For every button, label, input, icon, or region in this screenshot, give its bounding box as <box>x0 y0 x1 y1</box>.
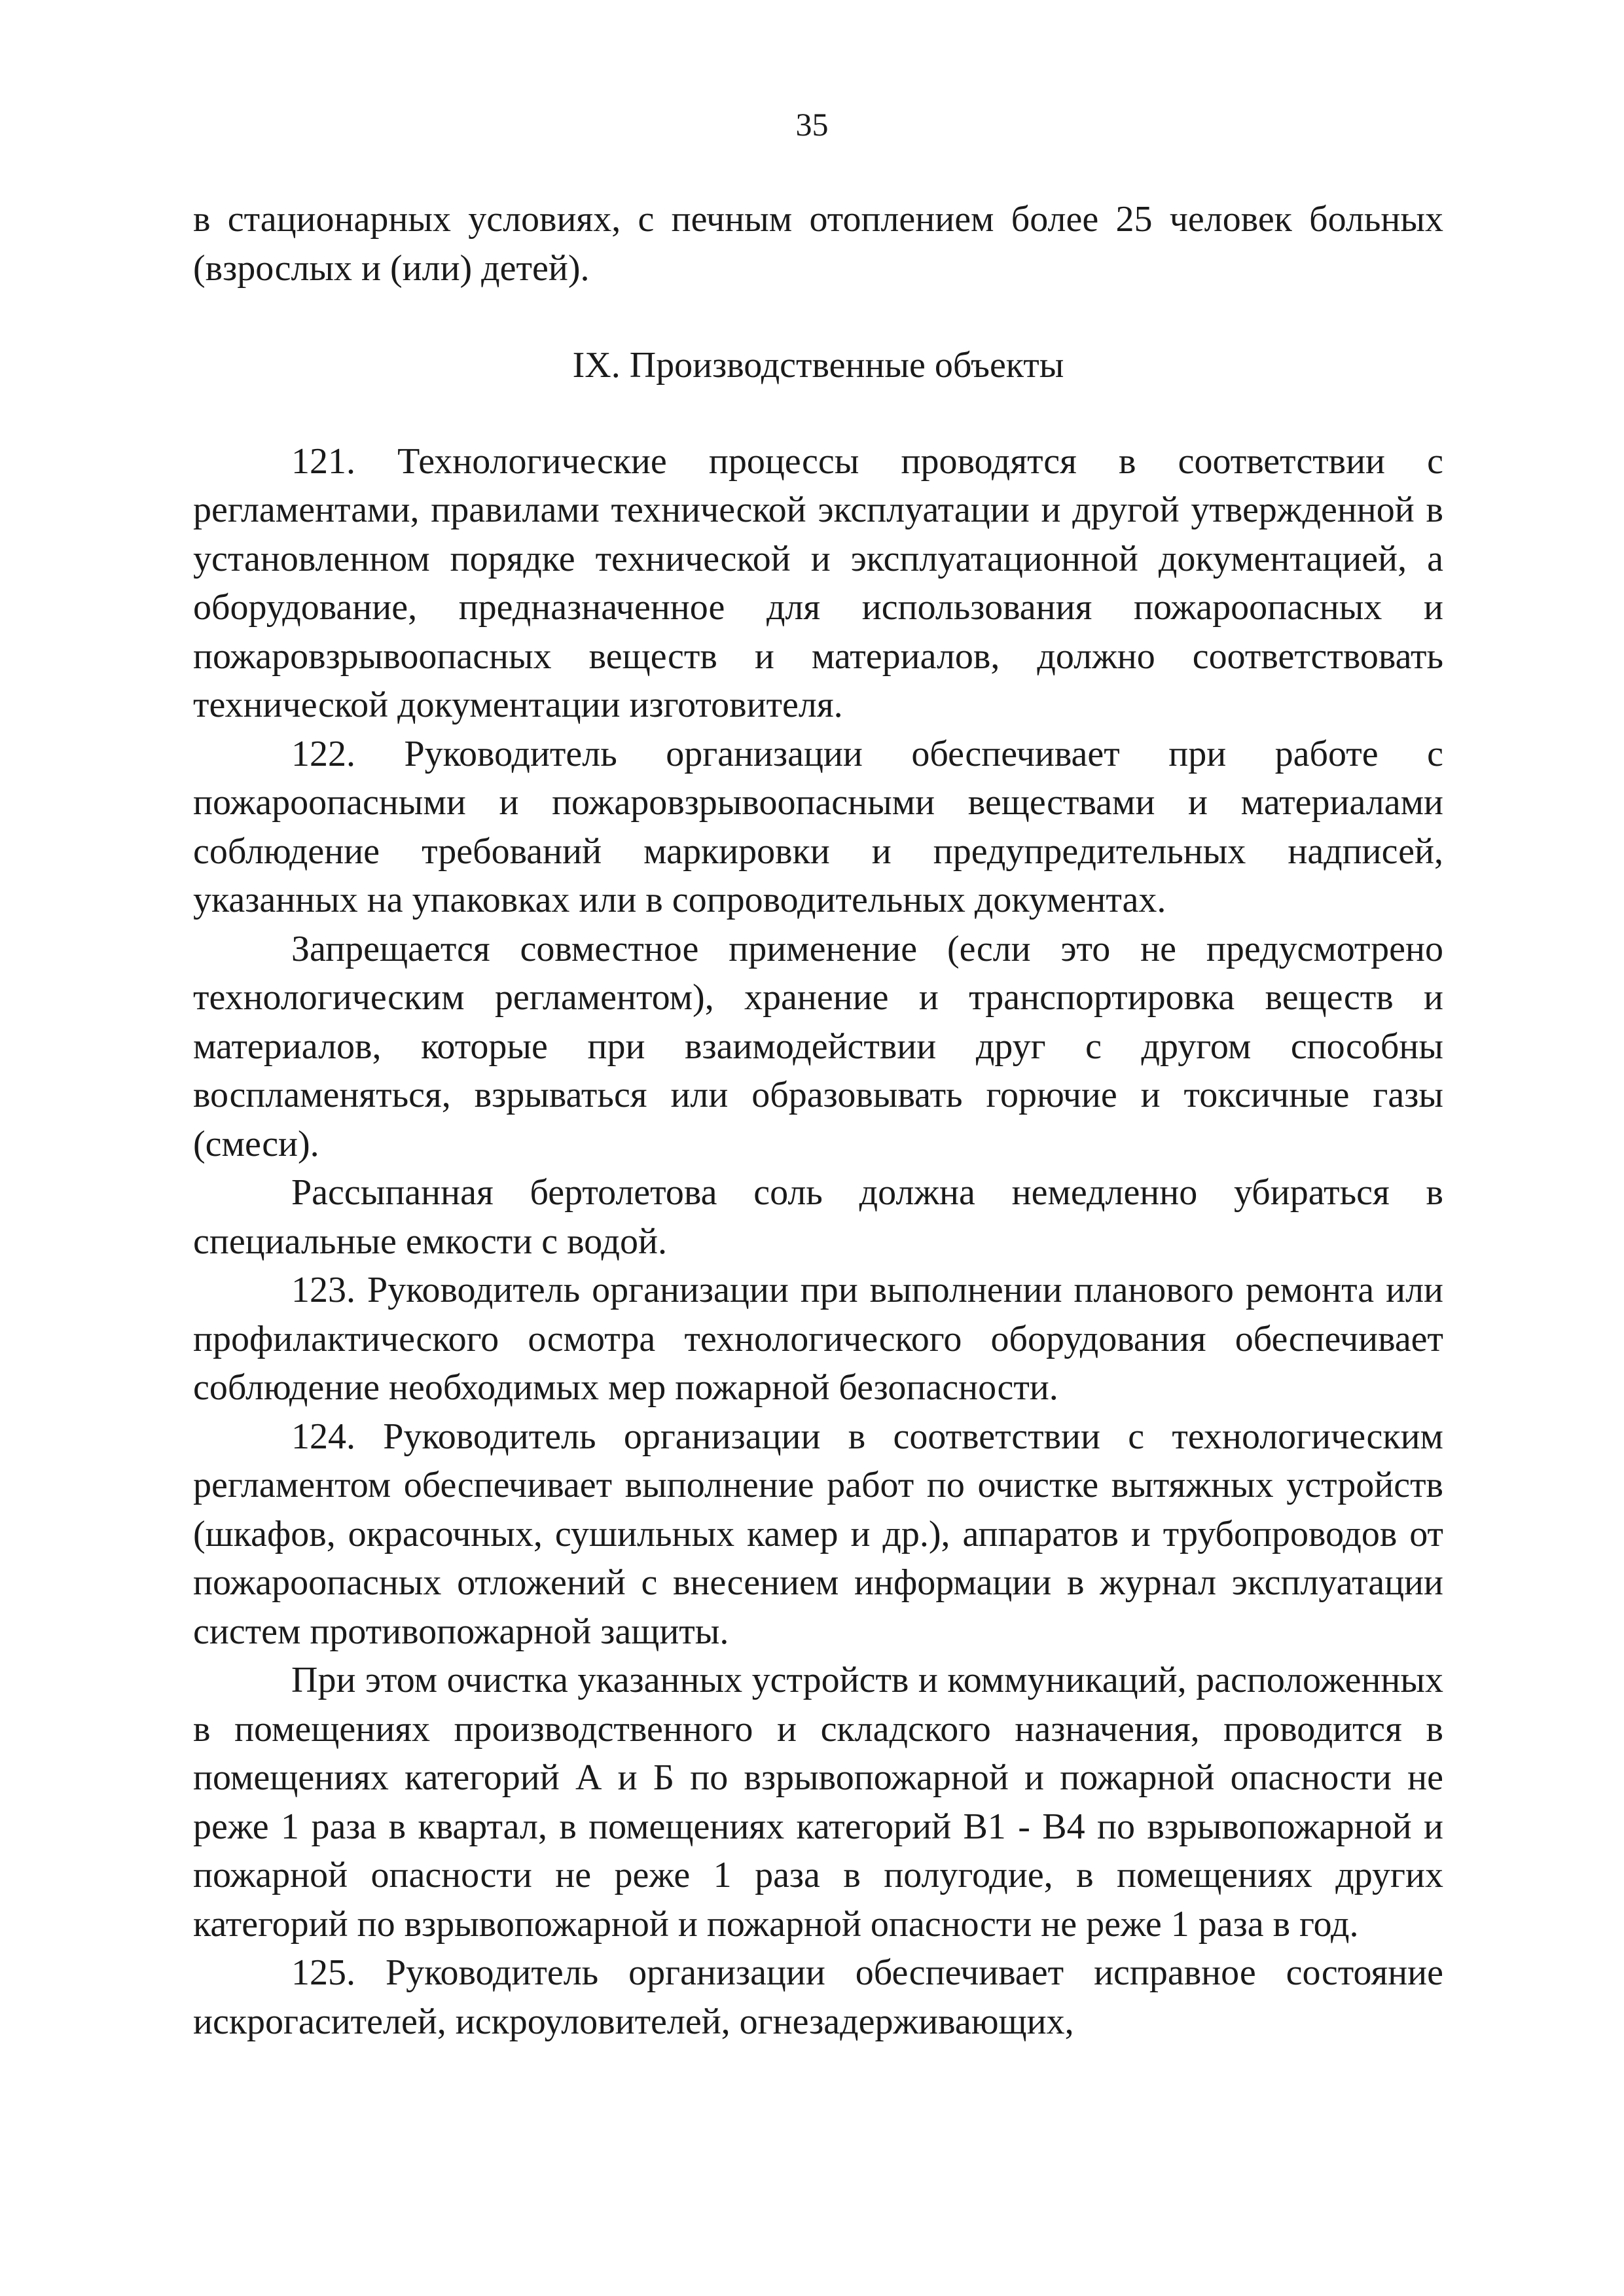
paragraph-125: 125. Руководитель организации обеспечивает исправное состояние искрогасителей, искроуловителей, огнезадерживающих, <box>193 1952 1443 2042</box>
section-heading: IX. Производственные объекты <box>572 345 1064 386</box>
paragraph-121: 121. Технологические процессы проводятся в соответствии с регламентами, правилами технической эксплуатации и другой утвержденной в установленном порядке технической и эксплуатационной документацией, а оборудование, предназначенное для использования пожароопасных и пожаровзрывоопасных веществ и материалов, должно соответствовать технической документации изготовителя. <box>193 440 1443 725</box>
document-body <box>193 195 1443 2046</box>
paragraph-123: 123. Руководитель организации при выполнении планового ремонта или профилактического осмотра технологического оборудования обеспечивает соблюдение необходимых мер пожарной безопасности. <box>193 1270 1443 1408</box>
paragraph-122: 122. Руководитель организации обеспечивает при работе с пожароопасными и пожаровзрывоопасными веществами и материалами соблюдение требований маркировки и предупредительных надписей, указанных на упаковках или в сопроводительных документах. <box>193 733 1443 920</box>
intro-paragraph: в стационарных условиях, с печным отоплением более 25 человек больных (взрослых и (или) детей). <box>193 199 1443 289</box>
paragraph-124: 124. Руководитель организации в соответствии с технологическим регламентом обеспечивает выполнение работ по очистке вытяжных устройств (шкафов, окрасочных, сушильных камер и др.), аппаратов и трубопроводов от пожароопасных отложений с внесением информации в журнал эксплуатации систем противопожарной защиты. <box>193 1416 1443 1652</box>
paragraph-berthollet-salt: Рассыпанная бертолетова соль должна немедленно убираться в специальные емкости с водой. <box>193 1172 1443 1262</box>
paragraph-prohibition: Запрещается совместное применение (если это не предусмотрено технологическим регламентом), хранение и транспортировка веществ и материалов, которые при взаимодействии друг с другом способны воспламеняться, взрываться или образовывать горючие и токсичные газы (смеси). <box>193 928 1443 1164</box>
paragraph-cleaning-frequency: При этом очистка указанных устройств и коммуникаций, расположенных в помещениях производственного и складского назначения, проводится в помещениях категорий А и Б по взрывопожарной и пожарной опасности не реже 1 раза в квартал, в помещениях категорий В1 - В4 по взрывопожарной и пожарной опасности не реже 1 раза в полугодие, в помещениях других категорий по взрывопожарной и пожарной опасности не реже 1 раза в год. <box>193 1660 1443 1945</box>
page-number: 35 <box>795 106 829 143</box>
